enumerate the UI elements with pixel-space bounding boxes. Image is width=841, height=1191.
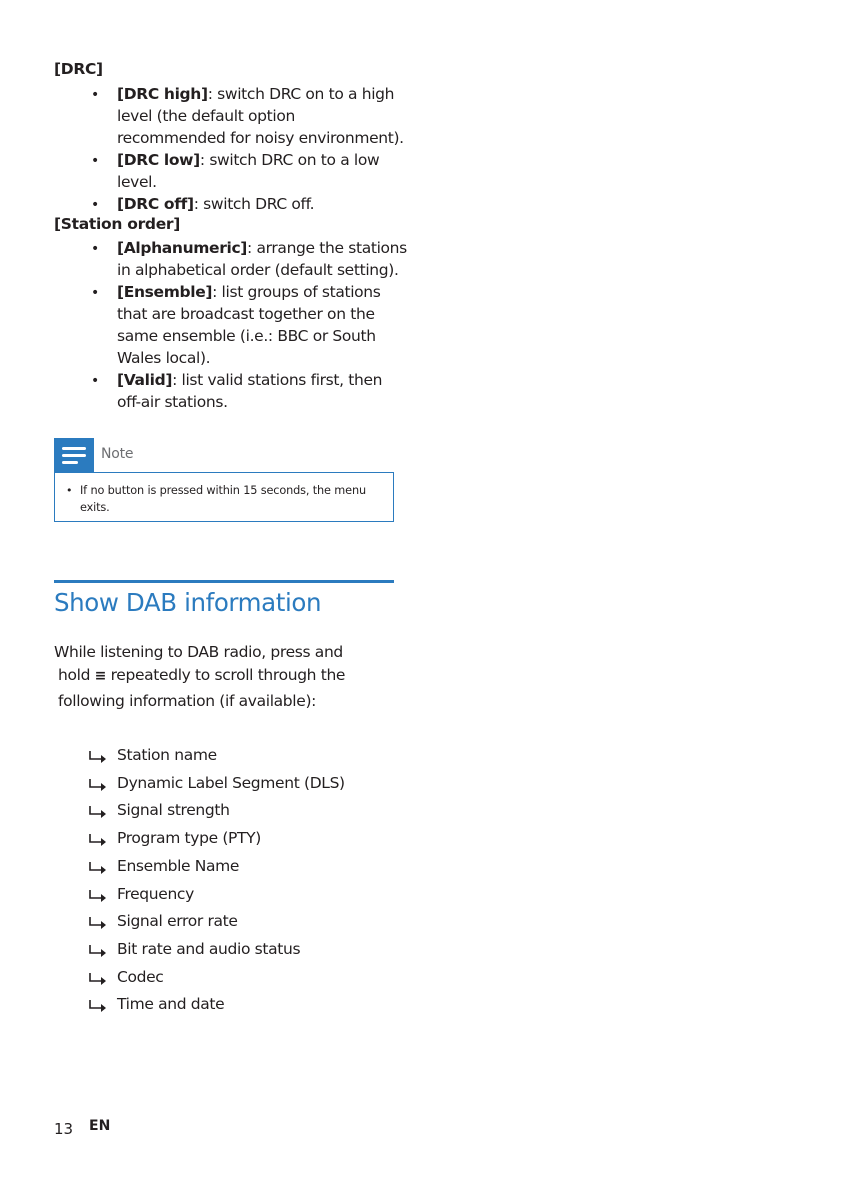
note-icon — [54, 438, 94, 472]
bullet: • — [91, 153, 100, 169]
arrow-right-icon — [88, 778, 108, 792]
drc-off-term: [DRC off] — [117, 195, 194, 213]
arrow-right-icon — [88, 805, 108, 819]
note-title: Note — [101, 446, 134, 462]
valid-desc: : list valid stations first, then off-air stations. — [117, 371, 383, 411]
section-title: Show DAB information — [54, 588, 322, 617]
arrow-right-icon — [88, 833, 108, 847]
info-list-item: Signal strength — [117, 801, 230, 819]
page-number: 13 — [54, 1120, 74, 1138]
bullet: • — [66, 484, 73, 497]
drc-heading: [DRC] — [54, 60, 103, 78]
info-list-item: Ensemble Name — [117, 857, 240, 875]
station-order-heading: [Station order] — [54, 215, 181, 233]
arrow-right-icon — [88, 916, 108, 930]
drc-low-item — [117, 149, 407, 193]
drc-low-term: [DRC low] — [117, 151, 200, 169]
drc-high-desc: : switch DRC on to a high level (the default option recommended for noisy environment). — [117, 85, 404, 147]
bullet: • — [91, 241, 100, 257]
section-rule — [54, 580, 394, 583]
arrow-right-icon — [88, 750, 108, 764]
drc-off-desc: : switch DRC off. — [193, 195, 315, 213]
info-list-item: Frequency — [117, 885, 194, 903]
info-list-item: Codec — [117, 968, 164, 986]
alphanumeric-desc: : arrange the stations in alphabetical order (default setting). — [117, 239, 407, 279]
arrow-right-icon — [88, 972, 108, 986]
arrow-right-icon — [88, 999, 108, 1013]
drc-high-term: [DRC high] — [117, 85, 208, 103]
info-list-item: Dynamic Label Segment (DLS) — [117, 774, 345, 792]
bullet: • — [91, 197, 100, 213]
drc-high-item — [117, 83, 407, 149]
bullet: • — [91, 373, 100, 389]
arrow-right-icon — [88, 861, 108, 875]
info-list-item: Program type (PTY) — [117, 829, 261, 847]
ensemble-desc: : list groups of stations that are broadcast together on the same ensemble (i.e.: BBC or South Wales local). — [117, 283, 381, 367]
alphanumeric-term: [Alphanumeric] — [117, 239, 248, 257]
valid-item — [117, 369, 407, 413]
note-text: If no button is pressed within 15 seconds, the menu exits. — [80, 484, 366, 514]
bullet: • — [91, 87, 100, 103]
arrow-right-icon — [88, 944, 108, 958]
drc-low-desc: : switch DRC on to a low level. — [117, 151, 380, 191]
ensemble-item — [117, 281, 407, 369]
valid-term: [Valid] — [117, 371, 173, 389]
intro-line-2 — [58, 664, 345, 687]
alphanumeric-item — [117, 237, 407, 281]
ensemble-term: [Ensemble] — [117, 283, 213, 301]
intro-repeat: repeatedly to scroll through the — [110, 666, 346, 684]
drc-off-item — [117, 193, 407, 215]
info-list-item: Time and date — [117, 995, 225, 1013]
page-language: EN — [89, 1118, 111, 1134]
intro-line-1: While listening to DAB radio, press and — [54, 643, 343, 661]
intro-line-3: following information (if available): — [58, 692, 317, 710]
bullet: • — [91, 285, 100, 301]
arrow-right-icon — [88, 889, 108, 903]
info-list-item: Signal error rate — [117, 912, 238, 930]
menu-icon: ≡ — [94, 668, 107, 684]
info-list-item: Bit rate and audio status — [117, 940, 301, 958]
info-list-item: Station name — [117, 746, 217, 764]
intro-hold: hold — [58, 666, 91, 684]
